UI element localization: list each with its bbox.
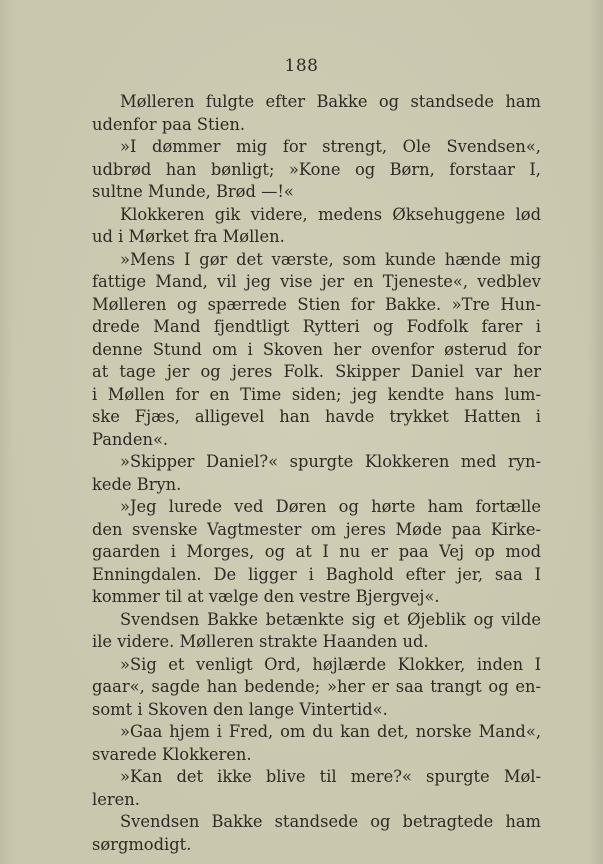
- text-line: somt i Skoven den lange Vintertid«.: [92, 699, 388, 719]
- text-line: fattige Mand, vil jeg vise jer en Tjeneste«, vedblev: [92, 272, 541, 291]
- text-line: »Jeg lurede ved Døren og hørte ham fortælle: [120, 497, 541, 516]
- text-line: kede Bryn.: [92, 474, 182, 494]
- text-line: Enningdalen. De ligger i Baghold efter jer, saa I: [92, 564, 541, 584]
- text-line: »Gaa hjem i Fred, om du kan det, norske Mand«,: [120, 722, 541, 741]
- text-line: »Mens I gør det værste, som kunde hænde mig: [120, 249, 541, 269]
- text-line: drede Mand fjendtligt Rytteri og Fodfolk farer i: [92, 317, 541, 336]
- text-line: Mølleren fulgte efter Bakke og standsede ham: [120, 92, 541, 111]
- text-line: Svendsen Bakke betænkte sig et Øjeblik og vilde: [120, 609, 541, 629]
- text-line: svarede Klokkeren.: [92, 744, 252, 764]
- text-line: i Møllen for en Time siden; jeg kendte hans lum-: [92, 384, 541, 404]
- text-line: sørgmodigt.: [92, 834, 192, 854]
- text-line: Panden«.: [92, 429, 169, 449]
- text-line: gaarden i Morges, og at I nu er paa Vej op mod: [92, 542, 541, 561]
- text-line: Klokkeren gik videre, medens Øksehuggene lød: [120, 204, 541, 224]
- text-line: »Kan det ikke blive til mere?« spurgte Møl-: [120, 767, 541, 786]
- text-line: udenfor paa Stien.: [92, 114, 246, 134]
- text-line: at tage jer og jeres Folk. Skipper Daniel var her: [92, 362, 541, 381]
- text-line: sultne Munde, Brød —!«: [92, 182, 294, 201]
- text-line: »Skipper Daniel?« spurgte Klokkeren med ryn-: [120, 452, 541, 471]
- text-line: udbrød han bønligt; »Kone og Børn, forstaar I,: [92, 159, 541, 179]
- text-line: gaar«, sagde han bedende; »her er saa trangt og en-: [92, 677, 541, 696]
- text-line: ud i Mørket fra Møllen.: [92, 227, 285, 246]
- text-line: den svenske Vagtmester om jeres Møde paa Kirke-: [92, 519, 541, 539]
- text-line: ske Fjæs, alligevel han havde trykket Hatten i: [92, 407, 541, 426]
- text-line: ile videre. Mølleren strakte Haanden ud.: [92, 632, 429, 651]
- text-line: »Sig et venligt Ord, højlærde Klokker, inden I: [120, 654, 541, 674]
- text-line: denne Stund om i Skoven her ovenfor østerud for: [92, 339, 541, 359]
- text-line: »I dømmer mig for strengt, Ole Svendsen«,: [120, 137, 541, 156]
- text-line: Svendsen Bakke standsede og betragtede ham: [120, 812, 541, 831]
- text-line: Mølleren og spærrede Stien for Bakke. »Tre Hun-: [92, 294, 541, 314]
- text-line: kommer til at vælge den vestre Bjergvej«.: [92, 587, 440, 606]
- body-text: [92, 91, 541, 856]
- page-number: 188: [284, 56, 319, 76]
- text-line: leren.: [92, 789, 140, 809]
